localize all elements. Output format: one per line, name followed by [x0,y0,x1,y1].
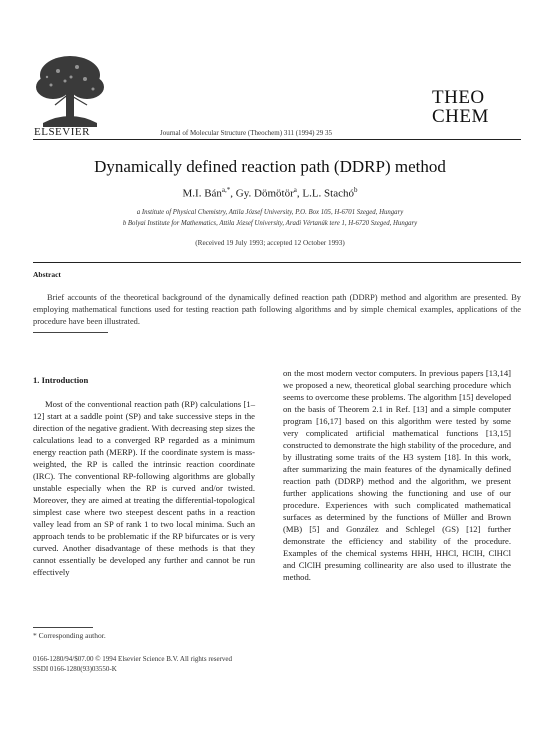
author-2-affil: a [293,186,297,194]
footnote: * Corresponding author. [33,631,106,640]
brand-line-2: CHEM [432,106,489,127]
affiliation-a: a Institute of Physical Chemistry, Attila József University, P.O. Box 105, H-6701 Szeged, Hungary [136,209,404,216]
abstract-text: Brief accounts of the theoretical background of the dynamically defined reaction path (DDRP) method and algorithm are presented. By employing mathematical functions used for testing reaction path following algorithms and by simple chemical examples, applications of the procedure have been illustrated. [33,293,521,326]
elsevier-tree-logo-icon [33,53,107,131]
copyright-line: 0166-1280/94/$07.00 © 1994 Elsevier Science B.V. All rights reserved [33,655,233,663]
author-3-affil: b [353,186,358,194]
copyright-block [33,655,232,674]
brand-line-1: THEO [432,87,485,108]
author-2: Gy. Dömötör [235,187,294,200]
affiliation-b: b Bolyai Institute for Mathematics, Attila József University, Aradi Vértanúk tere 1, H-6720 Szeged, Hungary [122,220,418,227]
section-heading: 1. Introduction [33,375,89,385]
right-paragraph: on the most modern vector computers. In previous papers [13,14] we proposed a new, theoretical global searching procedure which seems to overcome these problems. The algorithm [15] developed on the basis of Theorem 2.1 in Ref. [13] and a simple computer program [16,17] based on this algorithm were tested by some very complicated artificial mathematical functions [13,15] constructed to demonstrate the high stability of the procedure, and by illustrating some traits of the H3 system [18]. In this work, after summarizing the main features of the dynamically defined reaction path (DDRP) method and the algorithm, we present further applications showing the functioning and use of our procedure. Experiences with such complicated mathematical surfaces as determined by the functions of Müller and Brown (MB) [5] and González and Schlegel (GS) [12] further demonstrate the efficiency and stability of the procedure. Examples of the chemical systems HHH, HHCl, HClH, ClHCl and ClClH presuming collinearity are also used to illustrate the method. [283,368,511,582]
journal-brand [432,88,522,126]
header-rule [33,139,521,140]
title-rule [33,262,521,263]
left-paragraph: Most of the conventional reaction path (RP) calculations [1–12] start at a saddle point (SP) and take successive steps in the direction of the negative gradient. With decreasing step sizes the calculations lead to a converged RP regarded as a minimum energy reaction path (MERP). If the coordinate system is mass-weighted, the RP is called the intrinsic reaction coordinate (IRC). The conventional RP-following algorithms are globally unstable especially when the RP is curved and/or twisted. Moreover, they are aimed at treating the differential-topological simplest case where two steepest descent paths in a reaction valley lead from an SP of rank 1 to two local minima. Such an approach tends to be problematic if the RP bifurcates or is very curved. Another disadvantage of these methods is that they cannot essentially be developed any further and cannot be run effectively [33,399,255,577]
author-3: L.L. Stachó [302,187,354,200]
author-list: M.I. Bán$^{a,*}$, Gy. Dömötör$^a$, L.L. Stachó$^b$ [182,186,358,200]
journal-citation: Journal of Molecular Structure (Theochem) 311 (1994) 29 35 [160,129,332,137]
article-title: Dynamically defined reaction path (DDRP) method [94,157,446,176]
received-dates: (Received 19 July 1993; accepted 12 October 1993) [195,239,345,247]
right-column [283,367,511,583]
left-column [33,375,255,578]
ssdi-line: SSDI 0166-1280(93)03550-K [33,664,117,673]
author-1: M.I. Bán [182,187,222,200]
abstract-end-rule [33,332,108,333]
author-1-affil: a,* [221,186,231,194]
abstract-heading: Abstract [33,270,61,279]
footnote-rule [33,627,93,628]
publisher-name: ELSEVIER [34,126,90,138]
